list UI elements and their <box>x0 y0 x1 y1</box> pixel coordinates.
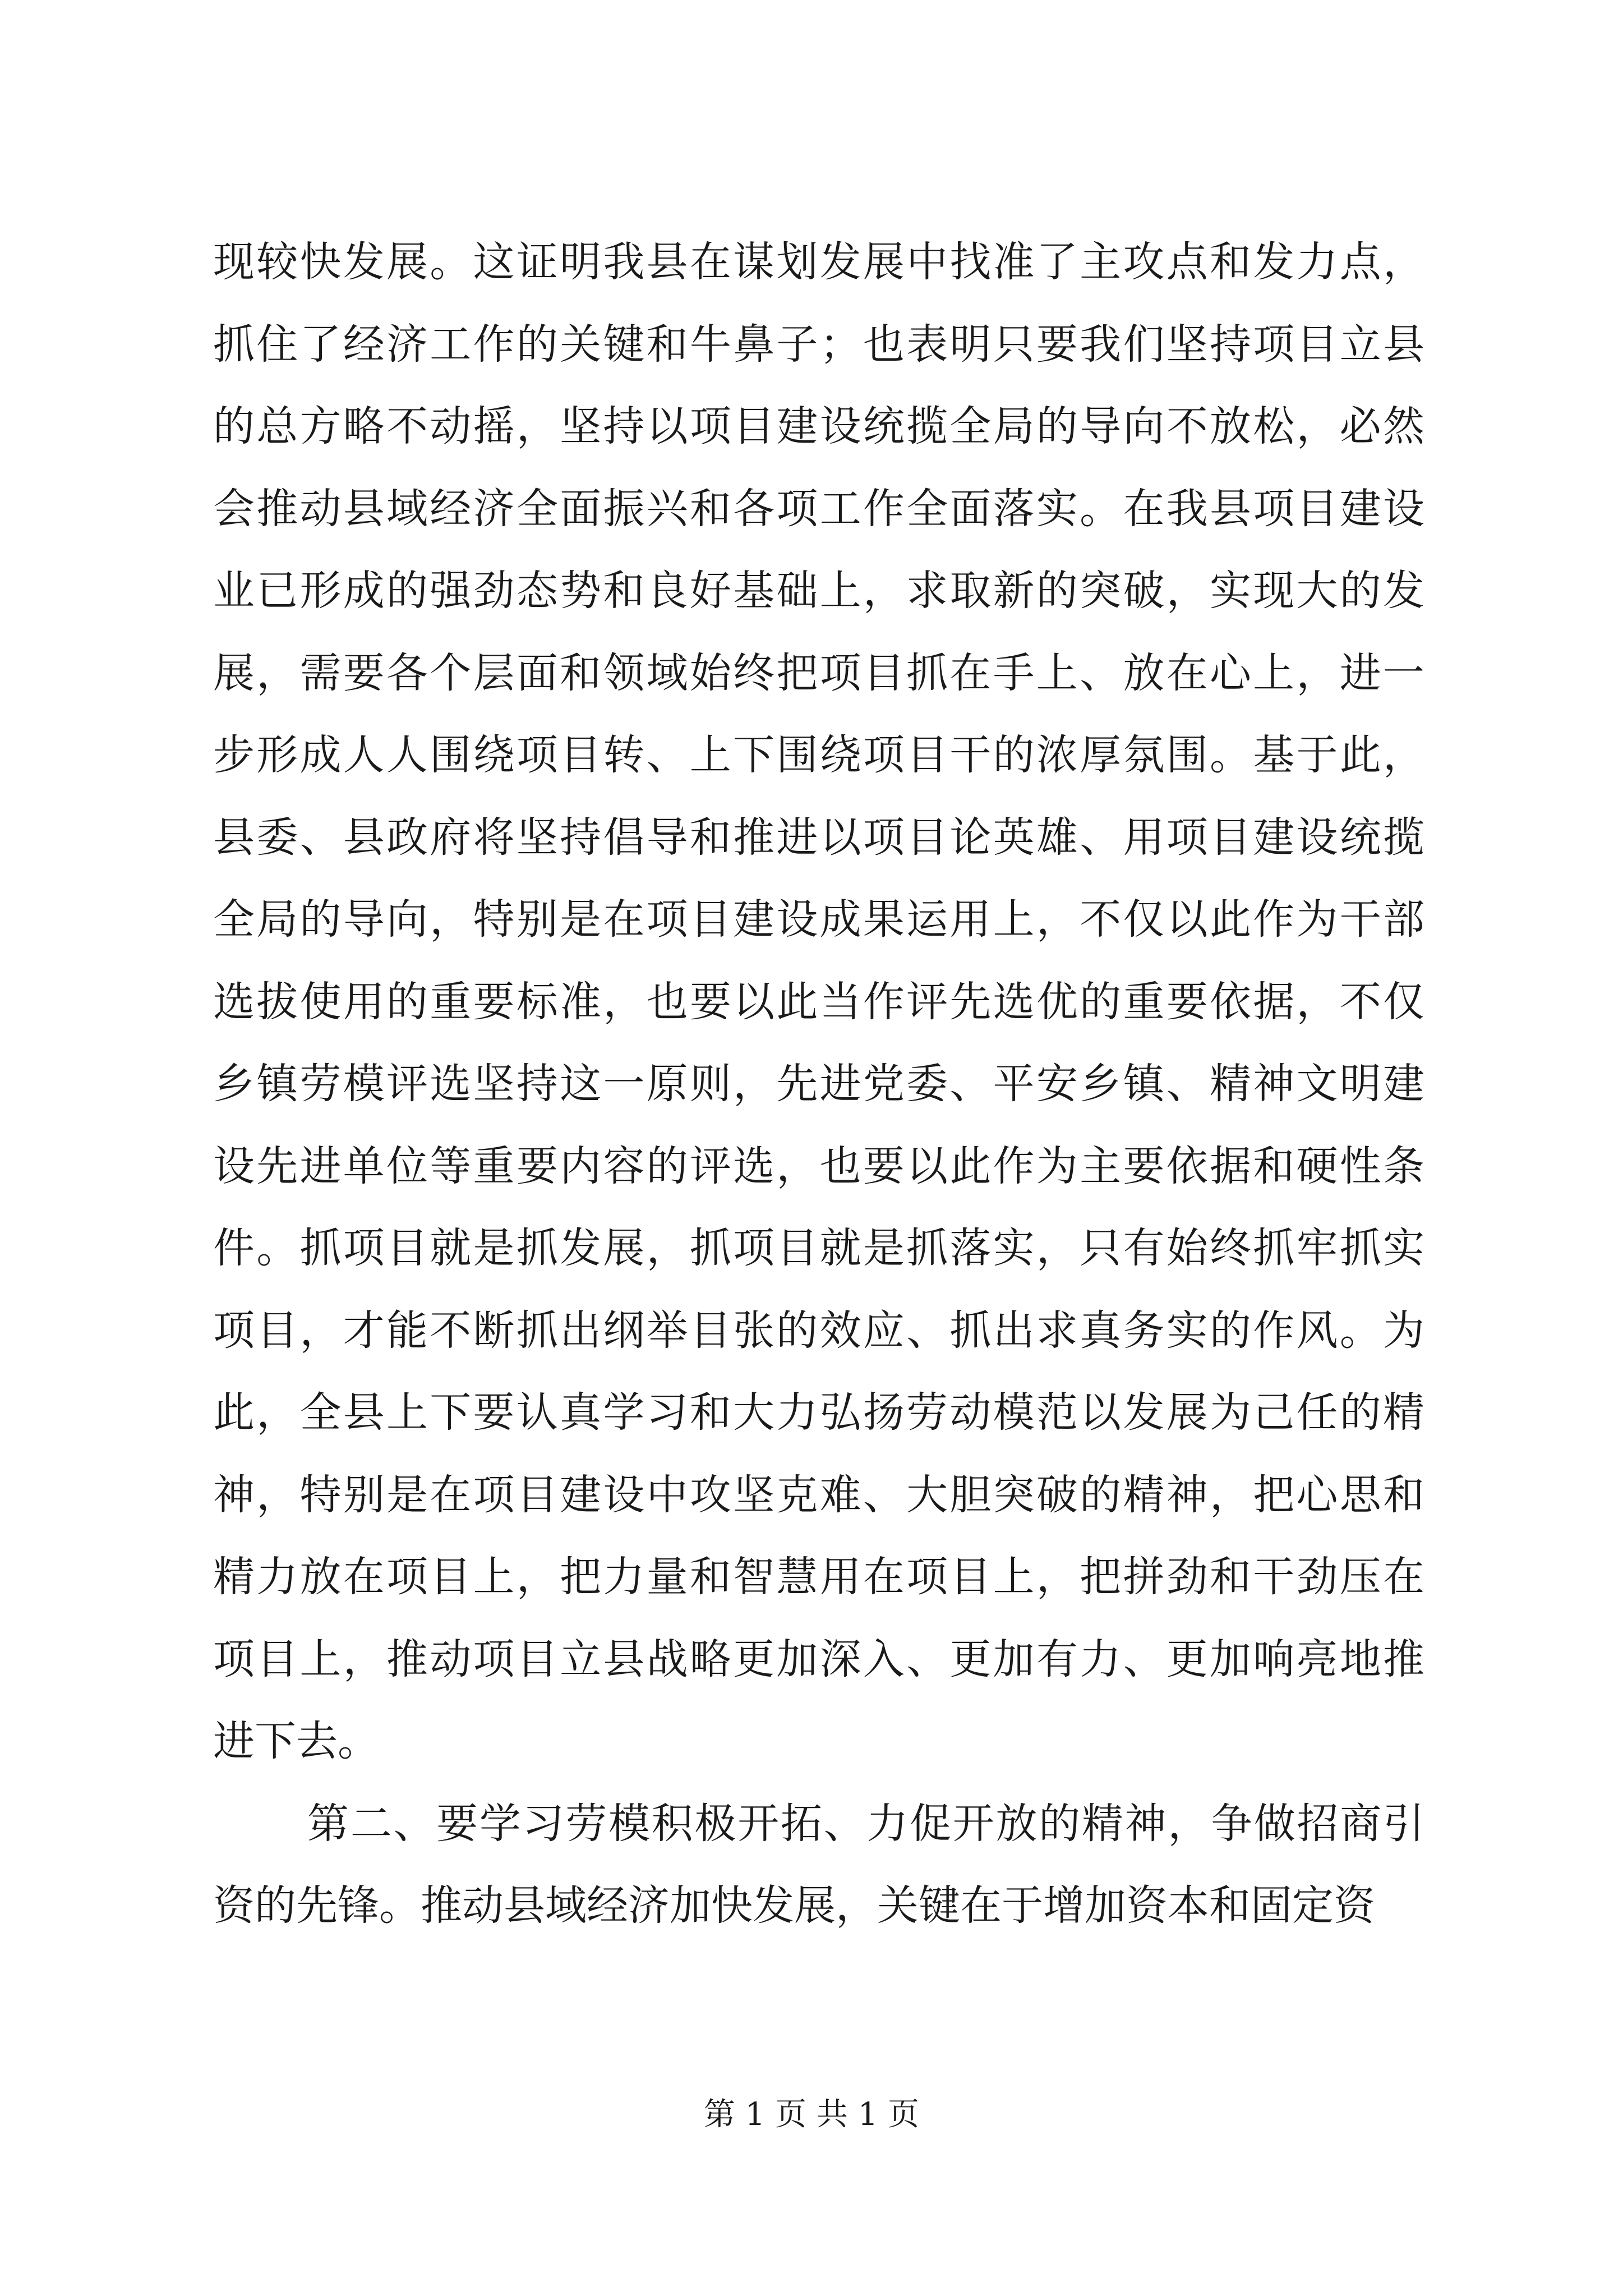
paragraph-line: 县委、县政府将坚持倡导和推进以项目论英雄、用项目建设统揽 <box>213 813 1424 862</box>
paragraph-line: 神，特别是在项目建设中攻坚克难、大胆突破的精神，把心思和 <box>213 1470 1424 1519</box>
paragraph-line: 项目上，推动项目立县战略更加深入、更加有力、更加响亮地推 <box>213 1635 1424 1683</box>
paragraph-line: 精力放在项目上，把力量和智慧用在项目上，把拼劲和干劲压在 <box>213 1553 1424 1601</box>
paragraph-line: 第二、要学习劳模积极开拓、力促开放的精神，争做招商引 <box>307 1799 1424 1848</box>
paragraph-line: 全局的导向，特别是在项目建设成果运用上，不仅以此作为干部 <box>213 895 1424 944</box>
paragraph-line: 项目，才能不断抓出纲举目张的效应、抓出求真务实的作风。为 <box>213 1306 1424 1355</box>
paragraph-line: 步形成人人围绕项目转、上下围绕项目干的浓厚氛围。基于此， <box>213 731 1424 779</box>
paragraph-line: 的总方略不动摇，坚持以项目建设统揽全局的导向不放松，必然 <box>213 402 1424 450</box>
paragraph-line: 选拔使用的重要标准，也要以此当作评先选优的重要依据，不仅 <box>213 977 1424 1026</box>
paragraph-line: 进下去。 <box>213 1717 379 1765</box>
paragraph-line: 会推动县域经济全面振兴和各项工作全面落实。在我县项目建设 <box>213 484 1424 533</box>
paragraph-line: 乡镇劳模评选坚持这一原则，先进党委、平安乡镇、精神文明建 <box>213 1060 1424 1108</box>
paragraph-line: 件。抓项目就是抓发展，抓项目就是抓落实，只有始终抓牢抓实 <box>213 1224 1424 1272</box>
paragraph-line: 现较快发展。这证明我县在谋划发展中找准了主攻点和发力点， <box>213 238 1424 286</box>
paragraph-line: 资的先锋。推动县域经济加快发展，关键在于增加资本和固定资 <box>213 1881 1375 1930</box>
paragraph-line: 此，全县上下要认真学习和大力弘扬劳动模范以发展为己任的精 <box>213 1388 1424 1437</box>
paragraph-line: 设先进单位等重要内容的评选，也要以此作为主要依据和硬性条 <box>213 1142 1424 1190</box>
paragraph-line: 抓住了经济工作的关键和牛鼻子；也表明只要我们坚持项目立县 <box>213 320 1424 369</box>
paragraph-line: 展，需要各个层面和领域始终把项目抓在手上、放在心上，进一 <box>213 648 1424 697</box>
paragraph-line: 业已形成的强劲态势和良好基础上，求取新的突破，实现大的发 <box>213 567 1424 615</box>
page-footer: 第 1 页 共 1 页 <box>703 2096 920 2133</box>
